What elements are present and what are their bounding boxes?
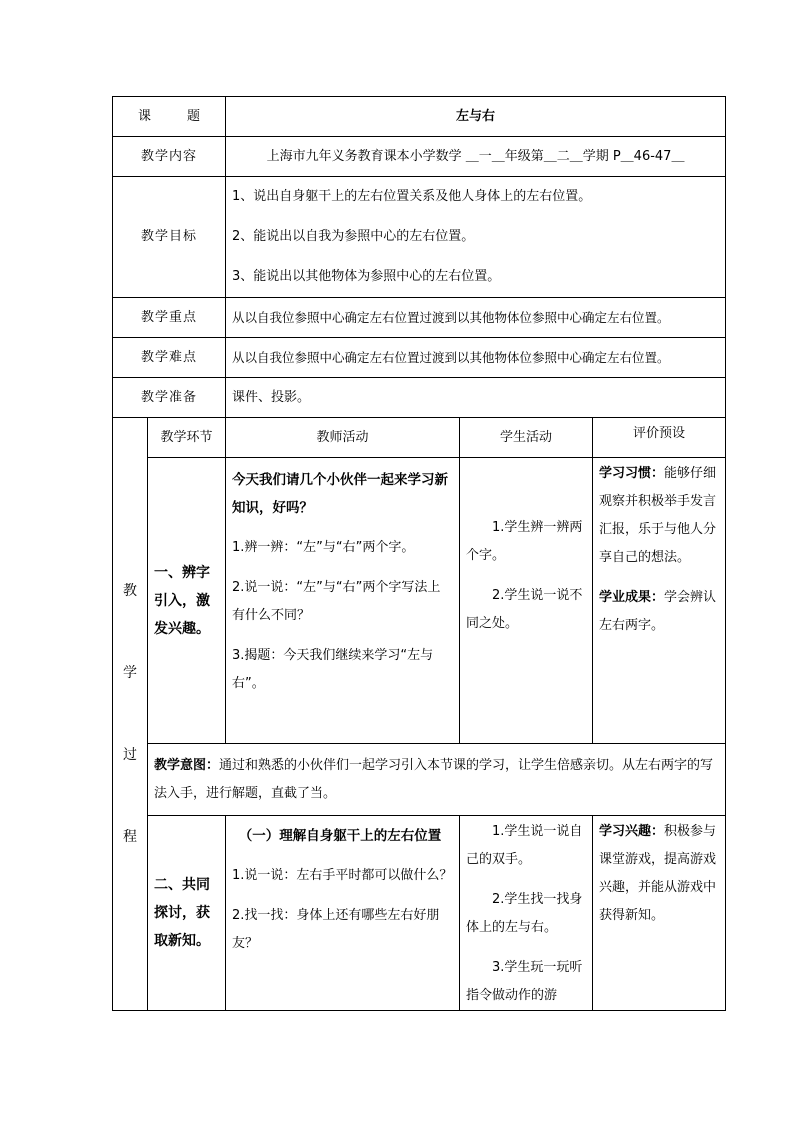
lesson-plan-table <box>112 96 726 1011</box>
side-char: 过 <box>123 747 137 763</box>
content-value: 上海市九年义务教育课本小学数学 ＿一＿年级第＿二＿学期 P＿46-47＿ <box>226 137 726 177</box>
teacher-item: 2.说一说：“左”与“右”两个字写法上有什么不同？ <box>232 580 441 623</box>
key-point-label: 教学重点 <box>113 298 226 338</box>
section-1-stage: 一、辨字引入，激发兴趣。 <box>148 458 226 744</box>
goal-item: 2、能说出以自我为参照中心的左右位置。 <box>232 229 475 244</box>
process-side-label <box>113 418 148 1011</box>
eval-key: 学习习惯： <box>599 466 665 481</box>
preparation-value: 课件、投影。 <box>226 378 726 418</box>
student-item: 2.学生说一说不同之处。 <box>466 588 583 631</box>
student-item: 1.学生辨一辨两个字。 <box>466 520 583 563</box>
section-2-eval <box>593 816 726 1011</box>
goals-value <box>226 177 726 298</box>
eval-item <box>599 584 719 640</box>
row-process-header <box>113 418 726 458</box>
eval-key: 学习兴趣： <box>599 824 665 839</box>
difficulty-label: 教学难点 <box>113 338 226 378</box>
student-item: 3.学生玩一玩听指令做动作的游 <box>466 960 583 1003</box>
student-item: 2.学生找一找身体上的左与右。 <box>466 892 583 935</box>
intent-body: 通过和熟悉的小伙伴们一起学习引入本节课的学习，让学生倍感亲切。从左右两字的写法入手，进行解题，直截了当。 <box>154 757 714 801</box>
row-section-1 <box>113 458 726 744</box>
section-1-student <box>460 458 593 744</box>
column-header-teacher: 教师活动 <box>226 418 460 458</box>
teacher-item: 1.说一说：左右手平时都可以做什么？ <box>232 868 453 883</box>
student-item: 1.学生说一说自己的双手。 <box>466 824 583 867</box>
column-header-eval: 评价预设 <box>593 418 726 458</box>
row-section-2 <box>113 816 726 1011</box>
section-2-teacher <box>226 816 460 1011</box>
teacher-item: 2.找一找：身体上还有哪些左右好朋友？ <box>232 908 440 951</box>
section-1-eval <box>593 458 726 744</box>
intent-key: 教学意图： <box>154 757 220 773</box>
side-char: 学 <box>123 665 137 681</box>
topic-label-part-a: 课 <box>137 108 151 124</box>
column-header-student: 学生活动 <box>460 418 593 458</box>
teacher-item: 1.辨一辨：“左”与“右”两个字。 <box>232 540 415 555</box>
row-content <box>113 137 726 177</box>
eval-item <box>599 818 719 930</box>
topic-label <box>113 97 226 137</box>
goals-label: 教学目标 <box>113 177 226 298</box>
goal-item: 3、能说出以其他物体为参照中心的左右位置。 <box>232 269 501 284</box>
teacher-item: 3.揭题：今天我们继续来学习“左与右”。 <box>232 648 434 691</box>
intent-cell <box>148 744 726 816</box>
topic-value: 左与右 <box>226 97 726 137</box>
section-1-teacher <box>226 458 460 744</box>
row-goals <box>113 177 726 298</box>
column-header-stage: 教学环节 <box>148 418 226 458</box>
eval-item <box>599 460 719 572</box>
row-intent <box>113 744 726 816</box>
difficulty-value: 从以自我位参照中心确定左右位置过渡到以其他物体位参照中心确定左右位置。 <box>226 338 726 378</box>
preparation-label: 教学准备 <box>113 378 226 418</box>
intent-text <box>154 752 719 808</box>
side-char: 程 <box>123 829 137 845</box>
row-topic <box>113 97 726 137</box>
eval-key: 学业成果： <box>599 590 665 605</box>
topic-label-part-b: 题 <box>187 108 201 124</box>
section-1-teacher-heading: 今天我们请几个小伙伴一起来学习新知识，好吗？ <box>232 472 448 516</box>
eval-text: 能够仔细观察并积极举手发言汇报，乐于与他人分享自己的想法。 <box>599 466 717 565</box>
side-char: 教 <box>123 583 137 599</box>
eval-text: 积极参与课堂游戏，提高游戏兴趣，并能从游戏中获得新知。 <box>599 824 717 923</box>
section-2-teacher-heading: （一）理解自身躯干上的左右位置 <box>238 828 442 844</box>
section-2-student <box>460 816 593 1011</box>
eval-text: 学会辨认左右两字。 <box>599 590 717 633</box>
row-difficulty <box>113 338 726 378</box>
section-2-stage: 二、共同探讨，获取新知。 <box>148 816 226 1011</box>
content-label: 教学内容 <box>113 137 226 177</box>
row-key-point <box>113 298 726 338</box>
goal-item: 1、说出自身躯干上的左右位置关系及他人身体上的左右位置。 <box>232 189 592 204</box>
row-preparation <box>113 378 726 418</box>
key-point-value: 从以自我位参照中心确定左右位置过渡到以其他物体位参照中心确定左右位置。 <box>226 298 726 338</box>
